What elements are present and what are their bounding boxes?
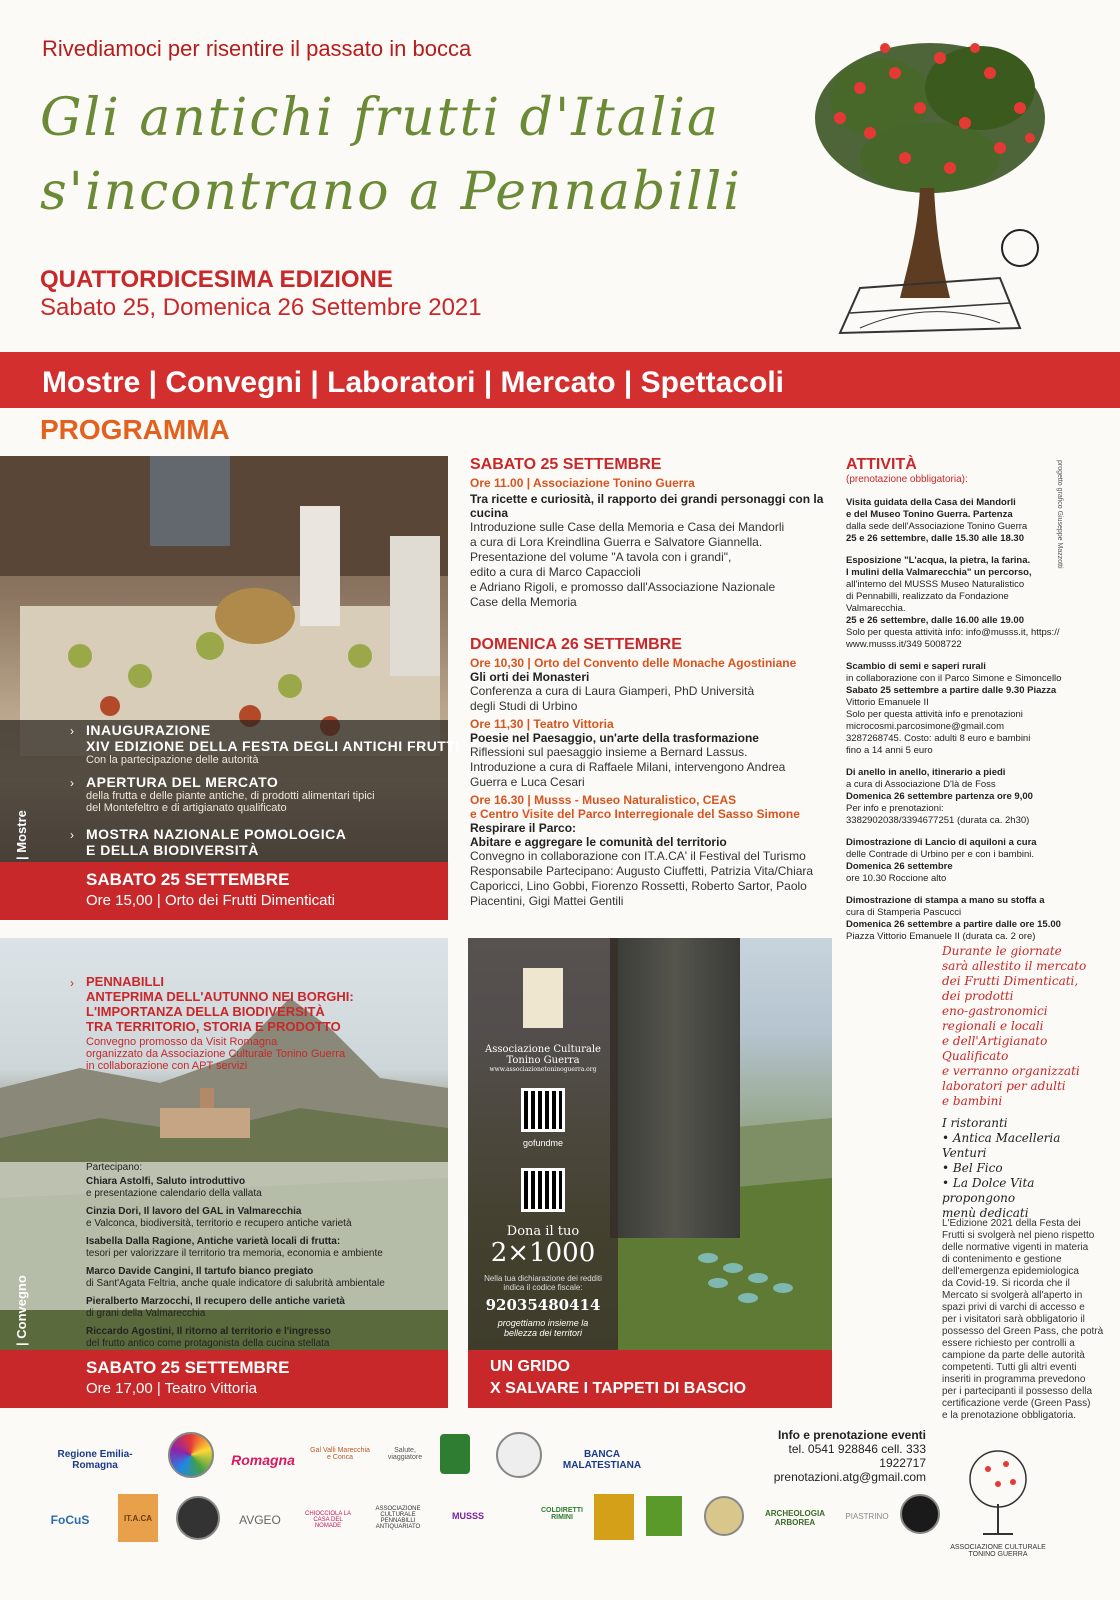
covid-note (942, 1218, 1112, 1422)
item-line: a cura di Associazione D'là de Foss (846, 779, 996, 790)
body-line: Conferenza a cura di Laura Giamperi, PhD Università (470, 684, 755, 698)
item-line: I mulini della Valmarecchia" un percorso, (846, 567, 1032, 578)
item-line: Domenica 26 settembre partenza ore 9,00 (846, 791, 1033, 802)
body-line: Caporicci, Lino Gobbi, Fiorenzo Rossetti, Roberto Sartor, Paolo (470, 879, 807, 893)
item-line: 25 e 26 settembre, dalle 15.30 alle 18.30 (846, 533, 1024, 544)
item-line: Solo per questa attività info e prenotazioni (846, 709, 1023, 720)
speaker-line: Isabella Dalla Ragione, Antiche varietà locali di frutta: (86, 1236, 341, 1247)
attivita-subheading: (prenotazione obbligatoria): (846, 474, 968, 485)
seal-icon (176, 1496, 220, 1540)
apple-tree-illustration (800, 28, 1060, 348)
convegno-title-line: PENNABILLI (86, 974, 164, 989)
domenica-event-time: Ore 10,30 | Orto del Convento delle Monache Agostiniane (470, 656, 797, 670)
body-line: degli Studi di Urbino (470, 699, 578, 713)
speakers-list (86, 1176, 436, 1350)
mercato-note (942, 944, 1102, 1109)
item-line: 3287268745. Costo: adulti 8 euro e bambini (846, 733, 1031, 744)
attivita-section (846, 456, 1066, 943)
item-line: cura di Stamperia Pascucci (846, 907, 962, 918)
logo-piastrino: PIASTRINO (845, 1511, 889, 1521)
grido-line: X SALVARE I TAPPETI DI BASCIO (490, 1380, 747, 1397)
dichiarazione-text: Nella tua dichiarazione dei redditi indica il codice fiscale: (484, 1274, 602, 1292)
item-line: Domenica 26 settembre (846, 861, 953, 872)
assoc-line: Tonino Guerra (506, 1055, 580, 1066)
mostre-item-title: INAUGURAZIONE (86, 722, 211, 738)
assoc-url: www.associazionetoninoguerra.org (489, 1066, 597, 1073)
item-line: Per info e prenotazioni: (846, 803, 944, 814)
logo-banca-malatestiana: BANCA MALATESTIANA (562, 1449, 642, 1471)
logo-antiquariato: ASSOCIAZIONE CULTURALE PENNABILLI ANTIQUARIATO (375, 1506, 421, 1530)
chevron-right-icon: › (70, 828, 74, 842)
convegno-title-line: ANTEPRIMA DELL'AUTUNNO NEI BORGHI: (86, 989, 354, 1004)
grido-bar (468, 1350, 832, 1408)
ristoranti-line: I ristoranti (942, 1116, 1008, 1130)
body-line: Riflessioni sul paesaggio insieme a Bernard Lassus. (470, 745, 748, 759)
item-line: dalla sede dell'Associazione Tonino Guerra (846, 521, 1028, 532)
mostre-item-sub: Con la partecipazione delle autorità (86, 754, 259, 766)
item-line: Domenica 26 settembre a partire dalle ore 15.00 (846, 919, 1061, 930)
mercato-line: Durante le giornate (942, 944, 1062, 958)
domenica-heading: DOMENICA 26 SETTEMBRE (470, 636, 682, 653)
covid-line: L'Edizione 2021 della Festa dei (942, 1218, 1081, 1229)
item-line: www.musss.it/349 5008722 (846, 639, 962, 650)
mostre-item-inaugurazione (86, 722, 460, 766)
domenica-event-title: Gli orti dei Monasteri (470, 670, 590, 684)
body-line: Introduzione a cura di Raffaele Milani, intervengono Andrea (470, 760, 786, 774)
body-line: edito a cura di Marco Capaccioli (470, 565, 641, 579)
item-line: delle Contrade di Urbino per e con i bambini. (846, 849, 1034, 860)
sabato-event-title: Tra ricette e curiosità, il rapporto dei grandi personaggi con la cucina (470, 492, 824, 520)
attivita-item (846, 661, 1066, 757)
convegno-intro-line: organizzato da Associazione Culturale Tonino Guerra (86, 1048, 346, 1060)
mercato-line: dei Frutti Dimenticati, (942, 974, 1079, 988)
covid-line: dell'emergenza epidemiologica (942, 1266, 1079, 1277)
chevron-right-icon: › (70, 976, 74, 990)
attivita-item (846, 555, 1066, 651)
speaker-line: di Sant'Agata Feltria, anche quale indicatore di salubrità ambientale (86, 1278, 385, 1289)
item-line: Dimostrazione di stampa a mano su stoffa a (846, 895, 1045, 906)
shield-icon (440, 1434, 470, 1474)
item-line: Di anello in anello, itinerario a piedi (846, 767, 1006, 778)
mercato-line: regionali e locali (942, 1019, 1044, 1033)
logo-focus: FoCuS (50, 1513, 90, 1527)
ristoranti-note (942, 1116, 1102, 1221)
convegno-bar-place: Ore 17,00 | Teatro Vittoria (86, 1380, 257, 1397)
item-line: 3382902038/3394677251 (durata ca. 2h30) (846, 815, 1030, 826)
mercato-line: eno-gastronomici (942, 1004, 1048, 1018)
sabato-event-body (470, 520, 830, 610)
speaker-line: Cinzia Dori, Il lavoro del GAL in Valmarecchia (86, 1206, 302, 1217)
activities-banner: Mostre | Convegni | Laboratori | Mercato | Spettacoli (0, 352, 1120, 408)
ristoranti-line: • Bel Fico (942, 1161, 1003, 1175)
book-icon (594, 1494, 634, 1540)
body-line: Piacentini, Gigi Mattei Gentili (470, 894, 624, 908)
two-per-thousand: 2×1000 (490, 1238, 596, 1268)
logo-archeologia-arborea: ARCHEOLOGIA ARBOREA (765, 1509, 825, 1527)
qr-code-icon (521, 1168, 565, 1212)
seal-icon (496, 1432, 542, 1478)
wheat-icon (646, 1496, 682, 1536)
mostre-item-title2: E DELLA BIODIVERSITÀ (86, 842, 259, 858)
mostre-item-pomologica (86, 826, 346, 858)
edition: QUATTORDICESIMA EDIZIONE (40, 266, 393, 293)
logo-regione-emilia-romagna: Regione Emilia-Romagna (57, 1449, 133, 1471)
speaker-line: e Valconca, biodiversità, territorio e recupero antiche varietà (86, 1218, 352, 1229)
assoc-name (468, 1044, 618, 1073)
ristoranti-line: propongono (942, 1191, 1016, 1205)
speaker-line: Chiara Astolfi, Saluto introduttivo (86, 1176, 246, 1187)
chevron-right-icon: › (70, 776, 74, 790)
item-line: Vittorio Emanuele II (846, 697, 929, 708)
mostre-item-title2: XIV EDIZIONE DELLA FESTA DEGLI ANTICHI FRUTTI (86, 738, 460, 754)
logo-gal: Gal Valli Marecchia e Conca (310, 1447, 370, 1461)
speaker-line: del frutto antico come protagonista della cucina stellata (86, 1338, 330, 1349)
logo-romagna: Romagna (231, 1452, 295, 1468)
covid-line: e la prenotazione obbligatoria. (942, 1410, 1076, 1421)
domenica-event-title: Respirare il Parco: (470, 821, 577, 835)
progettiamo-text: progettiamo insieme la bellezza dei territori (497, 1318, 589, 1338)
item-line: all'interno del MUSSS Museo Naturalistico (846, 579, 1025, 590)
body-line: a cura di Lora Kreindlina Guerra e Salvatore Giannella. (470, 535, 763, 549)
chevron-right-icon: › (70, 724, 74, 738)
mostre-item-title: MOSTRA NAZIONALE POMOLOGICA (86, 826, 347, 842)
item-line: Sabato 25 settembre a partire dalle 9.30 Piazza (846, 685, 1057, 696)
attivita-heading: ATTIVITÀ (846, 456, 917, 473)
logo-chiocciola: CHIOCCIOLA LA CASA DEL NOMADE (304, 1511, 351, 1529)
body-line: e Adriano Rigoli, e promosso dall'Associazione Nazionale (470, 580, 776, 594)
domenica-event-time2: e Centro Visite del Parco Interregionale del Sasso Simone (470, 807, 800, 821)
item-line: in collaborazione con il Parco Simone e Simoncello (846, 673, 1062, 684)
ristoranti-line: menù dedicati (942, 1206, 1029, 1220)
domenica-event-title2: Abitare e aggregare le comunità del territorio (470, 835, 727, 849)
item-line: Dimostrazione di Lancio di aquiloni a cura (846, 837, 1037, 848)
logo-itaca: IT.A.CA (118, 1494, 158, 1542)
speaker-line: Pieralberto Marzocchi, Il recupero delle antiche varietà (86, 1296, 345, 1307)
mostre-bar-place: Ore 15,00 | Orto dei Frutti Dimenticati (86, 892, 335, 909)
item-line: ore 10.30 Roccione alto (846, 873, 947, 884)
covid-line: inseriti in programma prevedono (942, 1374, 1086, 1385)
domenica-event-time: Ore 16.30 | Musss - Museo Naturalistico, CEAS (470, 793, 737, 807)
item-line: Esposizione "L'acqua, la pietra, la farina. (846, 555, 1031, 566)
mostre-item-sub: della frutta e delle piante antiche, di prodotti alimentari tipici (86, 790, 375, 802)
covid-line: da Covid-19. Si ricorda che il (942, 1278, 1070, 1289)
grido-line: UN GRIDO (490, 1358, 570, 1375)
graphic-credit: progetto grafico Giuseppe Mazzotti (1056, 460, 1063, 569)
info-phone[interactable]: tel. 0541 928846 cell. 333 1922717 (788, 1442, 926, 1470)
logo-coldiretti: COLDIRETTI RIMINI (541, 1507, 583, 1521)
covid-line: per i visitatori sarà obbligatorio il (942, 1314, 1085, 1325)
title-line-1: Gli antichi frutti d'Italia (40, 88, 720, 148)
convegno-intro-line: Convegno promosso da Visit Romagna (86, 1036, 278, 1048)
body-line: Introduzione sulle Case della Memoria e Casa dei Mandorli (470, 520, 785, 534)
body-line: Presentazione del volume "A tavola con i grandi", (470, 550, 732, 564)
speaker-line: e presentazione calendario della vallata (86, 1188, 262, 1199)
convegno-title-line: L'IMPORTANZA DELLA BIODIVERSITÀ (86, 1004, 325, 1019)
domenica-event-title: Poesie nel Paesaggio, un'arte della trasformazione (470, 731, 759, 745)
codice-fiscale: 92035480414 (485, 1296, 601, 1314)
attivita-item (846, 895, 1066, 943)
speaker-line: Riccardo Agostini, Il ritorno al territorio e l'ingresso (86, 1326, 331, 1337)
item-line: Visita guidata della Casa dei Mandorli (846, 497, 1016, 508)
domenica-program (470, 636, 830, 909)
item-line: fino a 14 anni 5 euro (846, 745, 933, 756)
covid-line: Mercato si svolgerà all'aperto in (942, 1290, 1083, 1301)
donation-panel (468, 938, 618, 1350)
covid-line: per i partecipanti il possesso della (942, 1386, 1093, 1397)
mercato-line: e dell'Artigianato (942, 1034, 1048, 1048)
tree-sketch-icon (958, 1444, 1038, 1544)
mostre-bar-date: SABATO 25 SETTEMBRE (86, 870, 290, 889)
item-line: 25 e 26 settembre, dalle 16.00 alle 19.00 (846, 615, 1024, 626)
domenica-event-time: Ore 11,30 | Teatro Vittoria (470, 717, 614, 731)
mostre-item-mercato (86, 774, 375, 814)
mercato-line: Qualificato (942, 1049, 1009, 1063)
circle-logo-icon (900, 1494, 940, 1534)
body-line: Convegno in collaborazione con IT.A.CA' il Festival del Turismo (470, 849, 806, 863)
title-line-2: s'incontrano a Pennabilli (40, 162, 742, 222)
domenica-event-body (470, 745, 830, 790)
programma-heading: PROGRAMMA (40, 414, 230, 445)
speaker-line: tesori per valorizzare il territorio tra memoria, economia e ambiente (86, 1248, 383, 1259)
mercato-line: e verranno organizzati (942, 1064, 1080, 1078)
item-line: e del Museo Tonino Guerra. Partenza (846, 509, 1013, 520)
logo-emilia-romagna-circle (168, 1432, 214, 1478)
convegno-title (86, 974, 446, 1072)
convegno-bar-date: SABATO 25 SETTEMBRE (86, 1358, 290, 1377)
convegno-title-line: TRA TERRITORIO, STORIA E PRODOTTO (86, 1019, 341, 1034)
ristoranti-line: • La Dolce Vita (942, 1176, 1035, 1190)
mostre-item-sub2: del Montefeltro e di artigianato qualificato (86, 802, 287, 814)
covid-line: essere richiesto per controlli a (942, 1338, 1075, 1349)
info-email[interactable]: prenotazioni.atg@gmail.com (773, 1470, 926, 1484)
partecipano-label: Partecipano: (86, 1162, 143, 1173)
ristoranti-line: • Antica Macelleria Venturi (942, 1131, 1061, 1160)
mercato-line: sarà allestito il mercato (942, 959, 1087, 973)
speaker-line: di grani della Valmarecchia (86, 1308, 206, 1319)
covid-line: campione da parte delle autorità (942, 1350, 1085, 1361)
tonino-guerra-logo-text: ASSOCIAZIONE CULTURALE TONINO GUERRA (950, 1544, 1046, 1558)
domenica-event-body (470, 849, 830, 909)
body-line: Guerra e Luca Cesari (470, 775, 585, 789)
qr-code-icon (521, 1088, 565, 1132)
info-contacts (760, 1428, 926, 1484)
sabato-event-time: Ore 11.00 | Associazione Tonino Guerra (470, 476, 695, 490)
mercato-line: laboratori per adulti (942, 1079, 1066, 1093)
covid-line: certificazione verde (Green Pass) (942, 1398, 1091, 1409)
logo-avgeo: AVGEO (239, 1513, 281, 1527)
item-line: Piazza Vittorio Emanuele II (durata ca. 2 ore) (846, 931, 1036, 942)
item-line: microcosmi.parcosimone@gmail.com (846, 721, 1004, 732)
mercato-line: dei prodotti (942, 989, 1014, 1003)
attivita-item (846, 767, 1066, 827)
assoc-line: Associazione Culturale (485, 1044, 601, 1055)
mostre-item-title: APERTURA DEL MERCATO (86, 774, 279, 790)
info-title: Info e prenotazione eventi (777, 1428, 926, 1442)
body-line: Responsabile Partecipano: Augusto Ciuffetti, Patrizia Vita/Chiara (470, 864, 814, 878)
convegno-date-bar (0, 1350, 448, 1408)
mostre-date-bar (0, 862, 448, 920)
seal-icon (704, 1496, 744, 1536)
tagline: Rivediamoci per risentire il passato in bocca (42, 36, 472, 61)
item-line: Solo per questa attività info: info@musss.it, https:// (846, 627, 1060, 638)
event-dates: Sabato 25, Domenica 26 Settembre 2021 (40, 294, 482, 321)
item-line: Scambio di semi e saperi rurali (846, 661, 986, 672)
mercato-line: e bambini (942, 1094, 1003, 1108)
tower-icon (610, 938, 740, 1238)
attivita-item (846, 497, 1066, 545)
logo-associazione-tonino-guerra (950, 1426, 1046, 1576)
sabato-heading: SABATO 25 SETTEMBRE (470, 456, 662, 473)
convegno-intro-line: in collaborazione con APT servizi (86, 1060, 248, 1072)
covid-line: delle normative vigenti in materia (942, 1242, 1089, 1253)
logo-salute: Salute, viaggiatore (387, 1447, 423, 1461)
attivita-item (846, 837, 1066, 885)
covid-line: possesso del Green Pass, che potrà (942, 1326, 1104, 1337)
dona-label: Dona il tuo (506, 1224, 580, 1239)
speaker-line: Marco Davide Cangini, Il tartufo bianco pregiato (86, 1266, 314, 1277)
tree-logo-icon (523, 968, 563, 1028)
covid-line: spazi privi di varchi di accesso e (942, 1302, 1085, 1313)
logo-musss: MUSSS (451, 1511, 484, 1521)
item-line: di Pennabilli, realizzato da Fondazione Valmarecchia. (846, 591, 1009, 614)
convegno-side-label: | Convegno (14, 1275, 29, 1346)
covid-line: di contenimento e gestione (942, 1254, 1062, 1265)
gofundme-label: gofundme (522, 1138, 564, 1148)
sabato-program (470, 456, 830, 610)
body-line: Case della Memoria (470, 595, 577, 609)
mostre-side-label: | Mostre (14, 810, 29, 860)
covid-line: competenti. Tutti gli altri eventi (942, 1362, 1077, 1373)
domenica-event-body (470, 684, 830, 714)
covid-line: Frutti si svolgerà nel pieno rispetto (942, 1230, 1095, 1241)
